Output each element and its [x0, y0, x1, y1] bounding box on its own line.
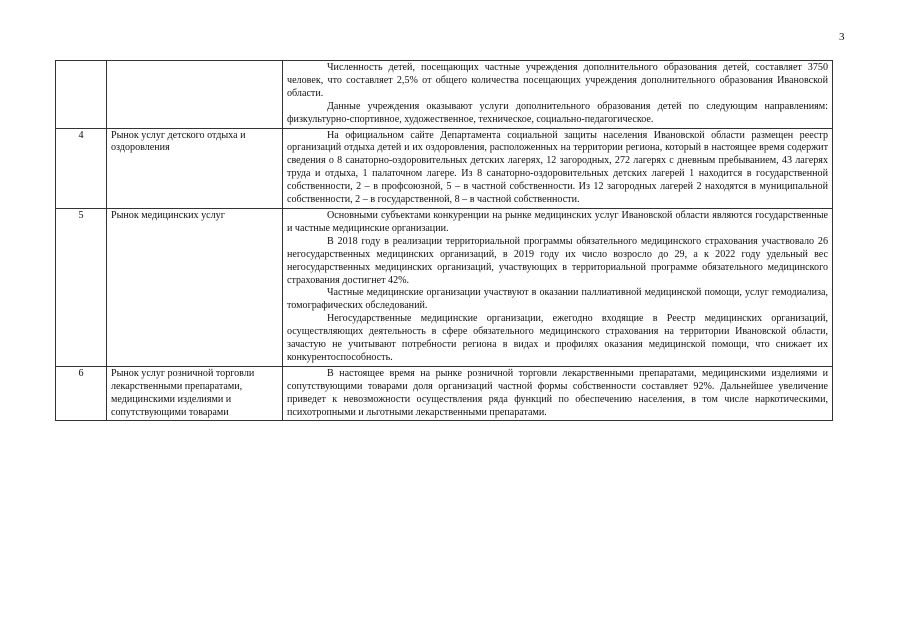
- description-paragraph: Численность детей, посещающих частные учреждения дополнительного образования детей, составляет 3750 человек, что составляет 2,5% от общего количества посещающих учреждения дополнительного образования Ивановской области.: [287, 62, 828, 99]
- market-name-cell: [107, 61, 283, 129]
- market-description-cell: [283, 366, 833, 421]
- description-paragraph: Данные учреждения оказывают услуги дополнительного образования детей по следующим направлениям: физкультурно-спортивное, художественное, техническое, социально-педагогическое.: [287, 100, 828, 125]
- description-paragraph: Частные медицинские организации участвуют в оказании паллиативной медицинской помощи, услуг гемодиализа, томографических обследований.: [287, 287, 828, 312]
- market-description-cell: [283, 128, 833, 208]
- description-paragraph: В 2018 году в реализации территориальной программы обязательного медицинского страхования участвовало 26 негосударственных медицинских организаций, в 2019 году их число возросло до 29, а к 2022 году удельный вес негосударственных медицинских организаций, участвующих в территориальной программе обязательного медицинского страхования достигнет 42%.: [287, 235, 828, 286]
- row-number-cell: 5: [56, 208, 107, 366]
- row-number-cell: 6: [56, 366, 107, 421]
- description-paragraph: Негосударственные медицинские организации, ежегодно входящие в Реестр медицинских организаций, осуществляющих деятельность в сфере обязательного медицинского страхования на территории Ивановской области, зачастую не учитывают потребности региона в видах и профилях оказания медицинской помощи, что снижает их конкурентоспособность.: [287, 313, 828, 363]
- table-row: [56, 61, 833, 129]
- market-name-cell: Рынок медицинских услуг: [107, 208, 283, 366]
- table-row: [56, 366, 833, 421]
- description-paragraph: Основными субъектами конкуренции на рынке медицинских услуг Ивановской области являются государственные и частные медицинские организации.: [287, 209, 828, 234]
- market-name-cell: Рынок услуг детского отдыха и оздоровления: [107, 128, 283, 208]
- market-name-cell: Рынок услуг розничной торговли лекарственными препаратами, медицинскими изделиями и сопутствующими товарами: [107, 366, 283, 421]
- market-description-cell: [283, 61, 833, 129]
- market-description-cell: [283, 208, 833, 366]
- description-paragraph: На официальном сайте Департамента социальной защиты населения Ивановской области размещен реестр организаций отдыха детей и их оздоровления, расположенных на территории региона, который в настоящее время содержит сведения о 8 санаторно-оздоровительных детских лагерях, 12 загородных, 272 лагерях с дневным пребыванием, 43 лагерях труда и отдыха, 1 палаточном лагере. Из 8 санаторно-оздоровительных детских лагерей 1 находится в государственной собственности, 2 – в профсоюзной, 5 – в частной собственности. Из 12 загородных лагерей 2 находятся в муниципальной собственности, 2 – в государственной, 8 – в частной собственности.: [287, 129, 828, 206]
- page-number: 3: [839, 31, 845, 43]
- description-paragraph: В настоящее время на рынке розничной торговли лекарственными препаратами, медицинскими изделиями и сопутствующими товарами доля организаций частной формы собственности составляет 92%. Дальнейшее увеличение приведет к невозможности осуществления ряда функций по обеспечению населения, в том числе наркотическими, психотропными и льготными лекарственными препаратами.: [287, 367, 828, 418]
- competition-markets-table: [55, 60, 833, 421]
- table-row: [56, 128, 833, 208]
- row-number-cell: 4: [56, 128, 107, 208]
- row-number-cell: [56, 61, 107, 129]
- table-row: [56, 208, 833, 366]
